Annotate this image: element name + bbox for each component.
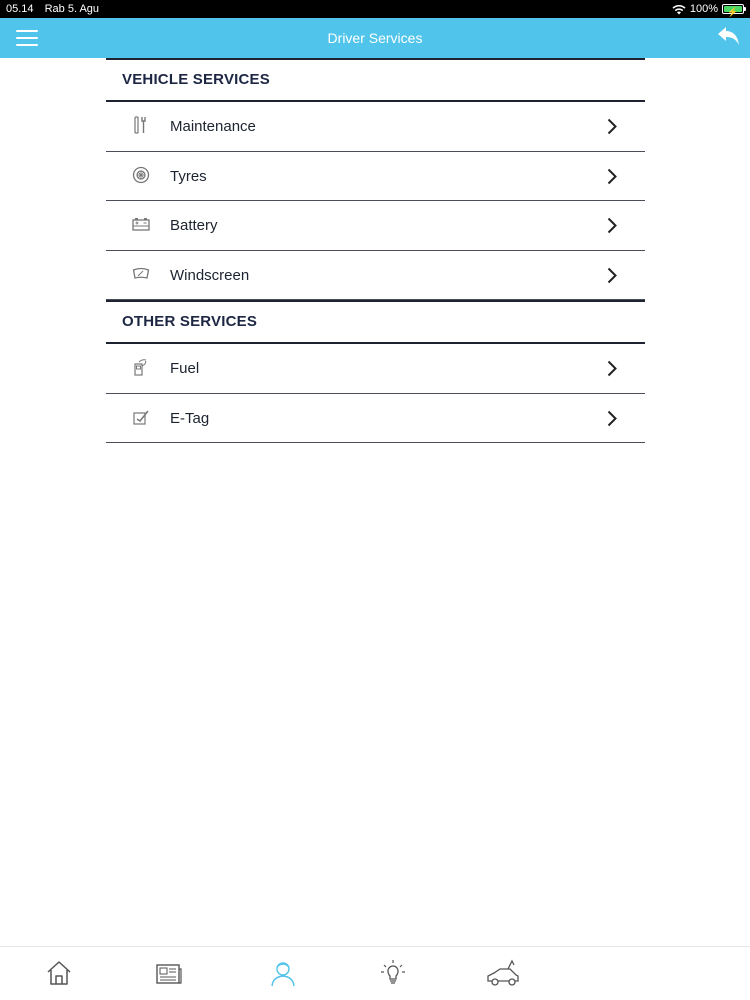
nav-bar bbox=[0, 18, 750, 58]
chevron-right-icon bbox=[607, 410, 617, 427]
status-right bbox=[672, 0, 744, 18]
page-title: Driver Services bbox=[327, 30, 423, 46]
chevron-right-icon bbox=[607, 168, 617, 185]
chevron-right-icon bbox=[607, 360, 617, 377]
section-header-vehicle-services: VEHICLE SERVICES bbox=[106, 58, 645, 102]
battery-icon: ⚡ bbox=[722, 4, 744, 14]
section-header-other-services: OTHER SERVICES bbox=[106, 300, 645, 344]
windscreen-icon bbox=[132, 265, 150, 283]
chevron-right-icon bbox=[607, 118, 617, 135]
list-item-label: Tyres bbox=[170, 167, 207, 185]
status-time: 05.14 bbox=[6, 3, 34, 15]
battery-icon bbox=[132, 215, 150, 233]
status-date: Rab 5. Agu bbox=[44, 3, 100, 15]
driver-icon[interactable] bbox=[268, 957, 298, 989]
wrench-screwdriver-icon bbox=[132, 116, 150, 134]
etag-icon bbox=[132, 408, 150, 426]
tyre-icon bbox=[132, 166, 150, 184]
list-item-battery[interactable] bbox=[106, 201, 645, 251]
list-item-tyres[interactable] bbox=[106, 152, 645, 202]
list-item-label: E-Tag bbox=[170, 409, 210, 427]
fuel-pump-icon bbox=[132, 358, 150, 376]
chevron-right-icon bbox=[607, 267, 617, 284]
list-item-etag[interactable] bbox=[106, 394, 645, 444]
home-icon[interactable] bbox=[44, 957, 74, 989]
roadside-assist-icon[interactable] bbox=[486, 957, 520, 989]
list-item-label: Maintenance bbox=[170, 118, 256, 135]
tips-icon[interactable] bbox=[378, 957, 408, 989]
services-list bbox=[106, 58, 645, 443]
battery-percent: 100% bbox=[689, 3, 718, 15]
list-item-fuel[interactable] bbox=[106, 344, 645, 394]
list-item-maintenance[interactable] bbox=[106, 102, 645, 152]
status-bar bbox=[0, 0, 750, 18]
status-left bbox=[6, 0, 107, 18]
news-icon[interactable] bbox=[154, 957, 184, 989]
list-item-label: Fuel bbox=[170, 360, 200, 377]
wifi-icon bbox=[672, 4, 686, 15]
back-arrow-icon[interactable] bbox=[716, 23, 742, 49]
list-item-windscreen[interactable] bbox=[106, 251, 645, 301]
chevron-right-icon bbox=[607, 217, 617, 234]
list-item-label: Battery bbox=[170, 217, 218, 234]
list-item-label: Windscreen bbox=[170, 266, 250, 284]
bottom-tab-bar bbox=[0, 946, 750, 1000]
